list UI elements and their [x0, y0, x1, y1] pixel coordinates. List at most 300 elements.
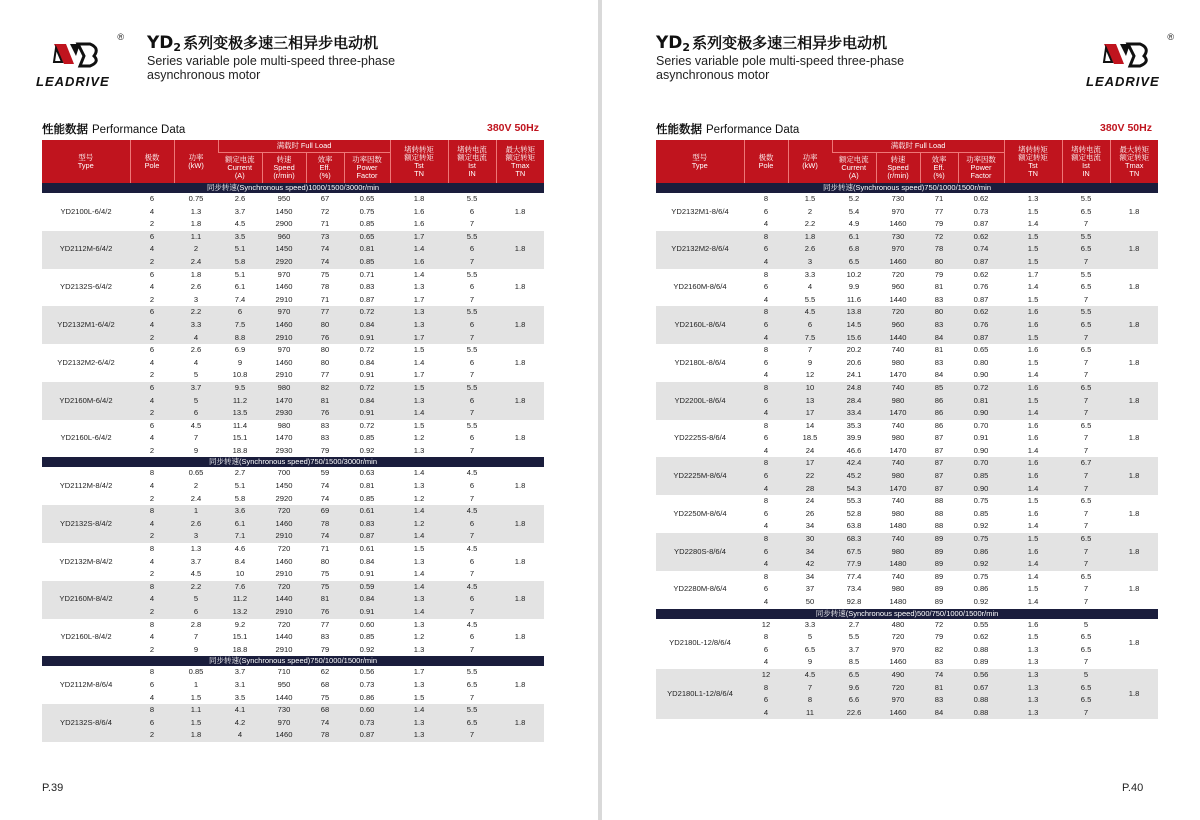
table-cell: 3.7	[190, 556, 202, 566]
table-cell: 1470	[262, 395, 306, 408]
model-type: YD2132S-8/6/4	[42, 704, 130, 742]
table-cell: 76	[306, 407, 344, 420]
table-cell: 68	[306, 704, 344, 717]
table-cell: 1.5	[1027, 357, 1039, 367]
table-cell: 84	[920, 707, 958, 720]
table-cell: 970	[277, 345, 291, 355]
model-type: YD2200L-8/6/4	[656, 382, 744, 420]
table-cell: 1.4	[390, 505, 448, 518]
table-cell: 7	[1062, 332, 1110, 345]
model-type: YD2132S-6/4/2	[60, 282, 112, 292]
table-cell: 1.6	[1027, 619, 1039, 629]
model-group	[656, 619, 1158, 669]
model-group	[656, 306, 1158, 344]
table-cell: 0.60	[344, 704, 390, 717]
table-cell: 0.71	[359, 269, 375, 279]
table-cell: 0.76	[958, 319, 1004, 332]
speed-section	[656, 183, 1158, 193]
table-cell: 1470	[876, 483, 920, 496]
table-cell: 3.5	[218, 231, 262, 244]
table-cell: 80	[320, 345, 330, 355]
tmax-cell: 1.8	[1110, 669, 1158, 719]
table-cell: 0.62	[958, 306, 1004, 319]
table-cell: 15.1	[232, 433, 248, 443]
table-cell: 2	[149, 445, 155, 455]
table-cell: 6	[763, 508, 769, 518]
table-cell: 8.8	[218, 332, 262, 345]
model-group	[656, 344, 1158, 382]
table-cell: 7	[469, 294, 475, 304]
table-cell: 740	[891, 496, 905, 506]
table-cell: 13	[788, 395, 832, 408]
table-cell: 6.5	[1080, 420, 1092, 430]
tmax-cell: 1.8	[496, 581, 544, 619]
table-cell: 0.91	[973, 433, 989, 443]
table-cell: 1.3	[1004, 694, 1062, 707]
table-cell: 0.72	[344, 382, 390, 395]
page-left	[0, 0, 598, 820]
table-cell: 17	[788, 407, 832, 420]
table-cell: 730	[876, 231, 920, 244]
table-cell: 1.5	[1004, 395, 1062, 408]
table-cell: 1.3	[413, 445, 425, 455]
table-cell: 980	[891, 433, 905, 443]
table-cell: 74	[306, 256, 344, 269]
table-cell: 0.81	[344, 243, 390, 256]
table-cell: 78	[920, 243, 958, 256]
table-cell: 1.5	[413, 345, 425, 355]
model-type: YD2160M-8/4/2	[42, 581, 130, 619]
table-cell: 73	[306, 231, 344, 244]
table-cell: 0.74	[958, 243, 1004, 256]
model-type: YD2180L-8/6/4	[674, 357, 726, 367]
col-eff: 效率 Eff. (%)	[306, 153, 344, 184]
model-group	[42, 231, 544, 269]
table-cell: 0.83	[344, 518, 390, 531]
speed-section	[42, 656, 544, 666]
table-cell: 87	[920, 457, 958, 470]
table-cell: 5.5	[466, 667, 478, 677]
table-cell: 4	[130, 518, 174, 531]
table-cell: 1.4	[390, 606, 448, 619]
page-number: P.39	[42, 782, 64, 794]
table-cell: 0.75	[973, 571, 989, 581]
table-cell: 1.8	[190, 219, 202, 229]
table-cell: 1.1	[174, 231, 218, 244]
table-cell: 2.6	[788, 243, 832, 256]
table-cell: 1.5	[1027, 206, 1039, 216]
table-cell: 1480	[889, 597, 907, 606]
table-cell: 89	[920, 558, 958, 571]
table-cell: 1.4	[390, 581, 448, 594]
table-cell: 3.3	[804, 269, 816, 279]
table-cell: 14.5	[832, 319, 876, 332]
col-pole: 极数 Pole	[744, 140, 788, 183]
table-cell: 22.6	[832, 707, 876, 720]
page-right	[602, 0, 1200, 820]
table-cell: 960	[891, 282, 905, 292]
table-cell: 960	[876, 319, 920, 332]
table-cell: 8	[149, 468, 155, 478]
table-cell: 75	[306, 581, 344, 594]
table-cell: 7	[193, 632, 199, 642]
table-cell: 59	[320, 468, 330, 478]
table-header	[656, 140, 1158, 183]
table-cell: 46.6	[846, 445, 862, 455]
table-cell: 11.4	[232, 420, 248, 430]
table-cell: 0.87	[958, 256, 1004, 269]
table-cell: 1.4	[390, 704, 448, 717]
table-cell: 4.5	[234, 219, 246, 229]
table-cell: 78	[306, 729, 344, 742]
table-cell: 4	[130, 319, 174, 332]
table-cell: 7	[1062, 256, 1110, 269]
table-cell: 6	[149, 194, 155, 203]
table-cell: 3.7	[234, 667, 246, 677]
table-cell: 1.6	[1004, 306, 1062, 319]
table-cell: 0.87	[344, 729, 390, 742]
table-cell: 6	[763, 433, 769, 443]
table-cell: 4	[744, 558, 788, 571]
table-cell: 89	[920, 546, 958, 559]
table-cell: 0.87	[973, 219, 989, 229]
table-cell: 4.1	[218, 704, 262, 717]
table-cell: 72	[320, 206, 330, 216]
table-cell: 3.5	[234, 692, 246, 702]
table-cell: 970	[891, 206, 905, 216]
table-cell: 62	[320, 667, 330, 677]
col-type: 型号 Type	[656, 140, 744, 183]
table-cell: 82	[306, 382, 344, 395]
table-cell: 6	[763, 644, 769, 654]
table-cell: 0.85	[359, 493, 375, 503]
table-cell: 6.5	[1080, 345, 1092, 355]
model-group	[42, 666, 544, 704]
table-cell: 8	[763, 345, 769, 355]
table-cell: 75	[320, 569, 330, 579]
table-cell: 5.1	[234, 269, 246, 279]
tmax-cell: 1.8	[496, 306, 544, 344]
col-power: 功率 (kW)	[174, 140, 218, 183]
model-type: YD2112M-8/6/4	[59, 679, 113, 689]
table-cell: 6	[763, 357, 769, 367]
table-cell: 0.72	[359, 420, 375, 430]
table-cell: 6.5	[1080, 282, 1092, 292]
table-cell: 5.5	[466, 345, 478, 355]
table-cell: 76	[306, 332, 344, 345]
table-cell: 7	[1083, 433, 1089, 443]
table-cell: 7	[807, 345, 813, 355]
table-cell: 88	[934, 508, 944, 518]
table-cell: 17	[788, 457, 832, 470]
table-cell: 1.5	[1004, 533, 1062, 546]
model-group	[42, 382, 544, 420]
tmax-cell: 1.8	[1110, 231, 1158, 269]
model-type: YD2132M1-6/4/2	[42, 306, 130, 344]
table-cell: 15.1	[232, 632, 248, 642]
table-cell: 2	[149, 569, 155, 579]
table-cell: 1.3	[1027, 657, 1039, 667]
table-cell: 13.2	[218, 606, 262, 619]
speed-section	[656, 609, 1158, 619]
model-group	[42, 306, 544, 344]
table-cell: 4	[807, 282, 813, 292]
table-cell: 11.2	[218, 395, 262, 408]
tmax-cell: 1.8	[514, 433, 526, 443]
table-cell: 1450	[275, 481, 293, 491]
table-cell: 970	[876, 694, 920, 707]
table-cell: 81	[934, 345, 944, 355]
table-cell: 7	[1083, 584, 1089, 594]
table-row	[42, 306, 544, 319]
table-cell: 78	[306, 518, 344, 531]
model-type: YD2280M-8/6/4	[673, 584, 727, 594]
table-cell: 2	[130, 256, 174, 269]
model-group	[656, 269, 1158, 307]
table-cell: 0.92	[359, 445, 375, 455]
table-row	[656, 669, 1158, 682]
table-cell: 1.5	[1004, 231, 1062, 244]
table-cell: 2.6	[174, 518, 218, 531]
table-cell: 0.92	[359, 644, 375, 654]
table-cell: 15.6	[832, 332, 876, 345]
series-title-en-2: asynchronous motor	[656, 68, 770, 82]
model-group	[42, 619, 544, 657]
table-cell: 8	[763, 632, 769, 642]
page-number: P.40	[1122, 782, 1144, 794]
table-cell: 980	[891, 357, 905, 367]
table-cell: 18.8	[232, 445, 248, 455]
table-cell: 2	[174, 243, 218, 256]
table-cell: 1.8	[174, 729, 218, 742]
table-cell: 4.5	[466, 544, 478, 554]
table-cell: 740	[891, 420, 905, 430]
table-cell: 0.72	[359, 345, 375, 355]
table-cell: 6.5	[1062, 694, 1110, 707]
table-cell: 6	[174, 407, 218, 420]
table-cell: 6	[448, 593, 496, 606]
model-type: YD2160M-6/4/2	[42, 382, 130, 420]
table-cell: 1.6	[1004, 382, 1062, 395]
table-cell: 20.2	[846, 345, 862, 355]
table-cell: 7	[1062, 407, 1110, 420]
col-power: 功率 (kW)	[788, 140, 832, 183]
table-cell: 0.76	[973, 282, 989, 292]
table-cell: 12	[761, 619, 771, 629]
col-full-load: 满载时 Full Load	[218, 140, 390, 153]
table-cell: 5.2	[848, 194, 860, 203]
table-cell: 3.7	[174, 382, 218, 395]
table-row	[656, 420, 1158, 433]
table-cell: 77.9	[832, 558, 876, 571]
table-cell: 5.5	[448, 231, 496, 244]
table-cell: 30	[788, 533, 832, 546]
table-cell: 13.8	[832, 306, 876, 319]
table-cell: 1.4	[390, 407, 448, 420]
model-group	[42, 420, 544, 458]
voltage-label: 380V 50Hz	[1100, 122, 1152, 134]
table-cell: 7	[1083, 370, 1089, 380]
table-cell: 6.5	[1080, 206, 1092, 216]
table-cell: 7	[1062, 395, 1110, 408]
table-cell: 1.3	[1004, 707, 1062, 720]
tmax-cell: 1.8	[514, 679, 526, 689]
tmax-cell: 1.8	[496, 382, 544, 420]
synchronous-speed-bar: 同步转速(Synchronous speed)750/1000/1500r/min	[42, 656, 544, 666]
table-cell: 9	[237, 357, 243, 367]
table-cell: 7	[469, 445, 475, 455]
table-cell: 6	[469, 556, 475, 566]
table-cell: 0.70	[958, 457, 1004, 470]
table-cell: 1.3	[413, 481, 425, 491]
table-cell: 7.5	[788, 332, 832, 345]
table-cell: 4.2	[218, 717, 262, 730]
table-cell: 1460	[275, 357, 293, 367]
col-eff: 效率 Eff. (%)	[920, 153, 958, 184]
table-cell: 28	[788, 483, 832, 496]
table-cell: 6.7	[1062, 457, 1110, 470]
table-cell: 79	[320, 644, 330, 654]
table-row	[656, 193, 1158, 206]
table-cell: 2.2	[174, 306, 218, 319]
table-cell: 24.1	[846, 370, 862, 380]
table-cell: 2	[130, 530, 174, 543]
table-cell: 3	[174, 530, 218, 543]
table-cell: 1460	[262, 319, 306, 332]
table-cell: 4	[744, 707, 788, 720]
table-cell: 6	[174, 606, 218, 619]
table-cell: 2920	[275, 493, 293, 503]
table-cell: 67.5	[832, 546, 876, 559]
table-cell: 970	[262, 306, 306, 319]
table-cell: 4	[193, 357, 199, 367]
table-cell: 3.1	[234, 679, 246, 689]
table-cell: 1.3	[390, 717, 448, 730]
model-group	[656, 571, 1158, 609]
table-cell: 4	[130, 243, 174, 256]
table-cell: 980	[876, 395, 920, 408]
table-cell: 3.6	[218, 505, 262, 518]
table-cell: 1.4	[1027, 571, 1039, 581]
model-group	[656, 495, 1158, 533]
tmax-cell: 1.8	[1110, 306, 1158, 344]
synchronous-speed-bar: 同步转速(Synchronous speed)500/750/1000/1500r/min	[656, 609, 1158, 619]
table-cell: 9	[193, 644, 199, 654]
table-cell: 980	[891, 584, 905, 594]
table-cell: 8	[744, 682, 788, 695]
table-cell: 0.91	[344, 407, 390, 420]
table-cell: 1440	[889, 294, 907, 304]
table-cell: 7	[448, 729, 496, 742]
table-cell: 1.5	[1027, 496, 1039, 506]
table-cell: 81	[306, 395, 344, 408]
table-row	[42, 382, 544, 395]
table-cell: 720	[277, 619, 291, 629]
table-cell: 86	[920, 395, 958, 408]
table-cell: 1.3	[390, 395, 448, 408]
table-cell: 0.80	[973, 357, 989, 367]
table-cell: 6	[744, 546, 788, 559]
table-cell: 0.85	[973, 508, 989, 518]
table-cell: 720	[262, 581, 306, 594]
leadrive-emblem-icon	[50, 38, 102, 72]
table-cell: 2	[149, 294, 155, 304]
table-cell: 1.7	[413, 667, 425, 677]
table-cell: 4	[763, 521, 769, 531]
table-cell: 1.4	[413, 269, 425, 279]
table-cell: 74	[320, 493, 330, 503]
table-cell: 87	[934, 433, 944, 443]
table-cell: 7	[788, 682, 832, 695]
table-row	[42, 467, 544, 480]
table-cell: 6.1	[218, 518, 262, 531]
table-cell: 6.5	[1062, 243, 1110, 256]
tmax-cell: 1.8	[514, 556, 526, 566]
table-cell: 8	[763, 571, 769, 581]
table-cell: 7	[1062, 470, 1110, 483]
table-cell: 1.5	[390, 382, 448, 395]
table-cell: 3.3	[174, 319, 218, 332]
table-cell: 0.81	[359, 481, 375, 491]
table-cell: 0.70	[973, 420, 989, 430]
table-cell: 0.84	[344, 395, 390, 408]
table-row	[656, 619, 1158, 632]
table-cell: 4.5	[466, 468, 478, 478]
table-cell: 1.2	[390, 518, 448, 531]
table-cell: 8	[744, 231, 788, 244]
tmax-cell: 1.8	[1128, 206, 1140, 216]
model-type: YD2280S-8/6/4	[656, 533, 744, 571]
series-title-cn: $YD_2$ 系列变极多速三相异步电动机	[656, 33, 888, 54]
table-cell: 7	[448, 606, 496, 619]
table-cell: 6	[448, 395, 496, 408]
table-cell: 78	[320, 282, 330, 292]
table-cell: 67	[320, 194, 330, 203]
table-cell: 9.9	[848, 282, 860, 292]
table-cell: 83	[934, 657, 944, 667]
table-row	[42, 543, 544, 556]
table-cell: 1.7	[1027, 269, 1039, 279]
table-cell: 4.5	[788, 669, 832, 682]
table-cell: 7	[1062, 707, 1110, 720]
table-cell: 79	[320, 445, 330, 455]
table-row	[42, 193, 544, 206]
table-cell: 1440	[262, 593, 306, 606]
table-cell: 6	[469, 481, 475, 491]
table-cell: 73.4	[846, 584, 862, 594]
table-cell: 0.62	[973, 632, 989, 642]
table-cell: 6.5	[804, 644, 816, 654]
tmax-cell: 1.8	[496, 505, 544, 543]
table-cell: 5.8	[218, 256, 262, 269]
table-cell: 2.8	[190, 619, 202, 629]
table-cell: 1.6	[1027, 508, 1039, 518]
table-cell: 0.92	[973, 521, 989, 531]
table-cell: 2	[149, 644, 155, 654]
col-full-load: 满载时 Full Load	[832, 140, 1004, 153]
table-cell: 950	[277, 679, 291, 689]
brand-name: LEADRIVE	[36, 74, 110, 89]
model-type: YD2250M-8/6/4	[673, 508, 727, 518]
table-cell: 68	[320, 679, 330, 689]
table-cell: 0.90	[973, 445, 989, 455]
table-cell: 83	[920, 694, 958, 707]
table-cell: 2.6	[190, 345, 202, 355]
table-cell: 480	[891, 619, 905, 629]
table-cell: 0.75	[958, 533, 1004, 546]
table-cell: 7.4	[234, 294, 246, 304]
table-cell: 2910	[275, 644, 293, 654]
